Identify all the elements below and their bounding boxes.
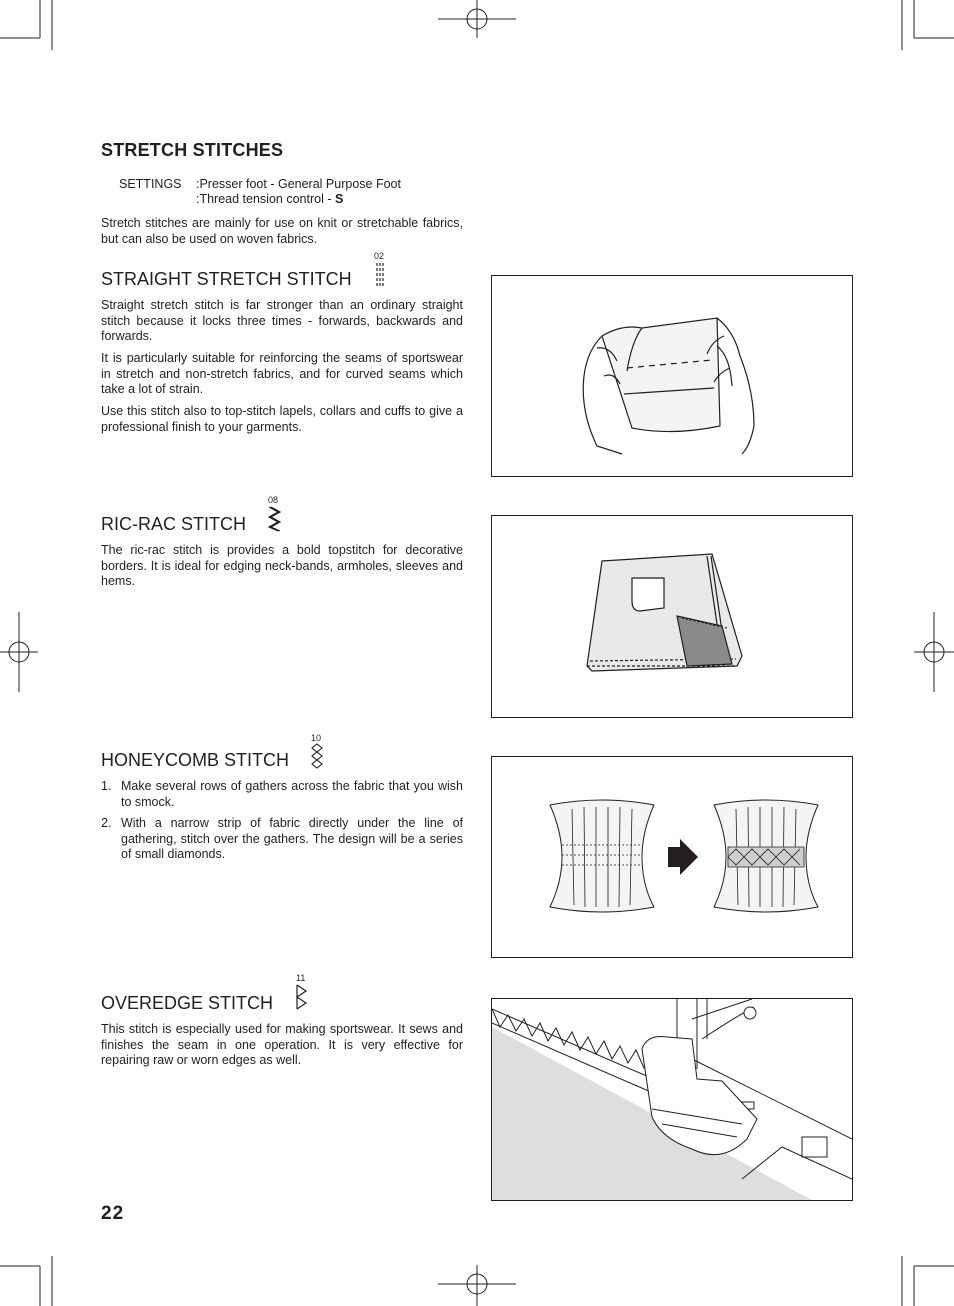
triple-straight-stitch-icon	[374, 262, 386, 289]
smocking-before-after-image	[492, 757, 852, 957]
straight-stitch-code: 02	[374, 251, 385, 261]
straight-paragraph-2: It is particularly suitable for reinforcing the seams of sportswear in stretch and non-stretch fabrics, and for curved seams which take a lot of strain.	[101, 351, 463, 396]
overedge-paragraph: This stitch is especially used for making sportswear. It sews and finishes the seam in one operation. It is very effective for repairing raw or worn edges as well.	[101, 1022, 463, 1067]
honeycomb-title: HONEYCOMB STITCH	[101, 750, 290, 770]
ricrac-illustration	[491, 515, 853, 718]
settings-label: SETTINGS	[119, 177, 182, 191]
settings-thread-tension: :Thread tension control - S	[196, 192, 344, 206]
page-heading: STRETCH STITCHES	[101, 140, 284, 160]
straight-stretch-title: STRAIGHT STRETCH STITCH	[101, 269, 352, 289]
ricrac-stitch-icon	[266, 506, 282, 532]
tension-value: S	[334, 192, 344, 206]
overedge-stitch-code: 11	[296, 973, 306, 983]
overedge-stitch-icon	[294, 984, 308, 1011]
ricrac-stitch-code: 08	[268, 495, 279, 505]
honeycomb-stitch-icon	[310, 743, 324, 770]
straight-paragraph-3: Use this stitch also to top-stitch lapels, collars and cuffs to give a professional finish to your garments.	[101, 404, 463, 434]
straight-stretch-illustration	[491, 275, 853, 477]
settings-presser-foot: :Presser foot - General Purpose Foot	[196, 177, 401, 191]
overedge-title: OVEREDGE STITCH	[101, 993, 274, 1013]
arrow-right-icon	[668, 839, 698, 875]
straight-paragraph-1: Straight stretch stitch is far stronger than an ordinary straight stitch because it locks three times - forwards, backwards and forwards.	[101, 298, 463, 343]
overedge-illustration	[491, 998, 853, 1201]
hands-stretching-fabric-image	[492, 276, 852, 476]
honeycomb-steps	[101, 779, 463, 869]
garment-hem-image	[492, 516, 852, 717]
presser-foot-sewing-image	[492, 999, 852, 1200]
ricrac-paragraph: The ric-rac stitch is provides a bold topstitch for decorative borders. It is ideal for edging neck-bands, armholes, sleeves and hems.	[101, 543, 463, 588]
list-item: 2. With a narrow strip of fabric directly under the line of gathering, stitch over the gathers. The design will be a series of small diamonds.	[101, 816, 463, 861]
list-item: 1. Make several rows of gathers across the fabric that you wish to smock.	[101, 779, 463, 809]
page-number: 22	[101, 1203, 125, 1224]
intro-paragraph: Stretch stitches are mainly for use on knit or stretchable fabrics, but can also be used on woven fabrics.	[101, 216, 463, 246]
honeycomb-illustration	[491, 756, 853, 958]
ricrac-title: RIC-RAC STITCH	[101, 514, 246, 534]
honeycomb-stitch-code: 10	[311, 733, 322, 743]
